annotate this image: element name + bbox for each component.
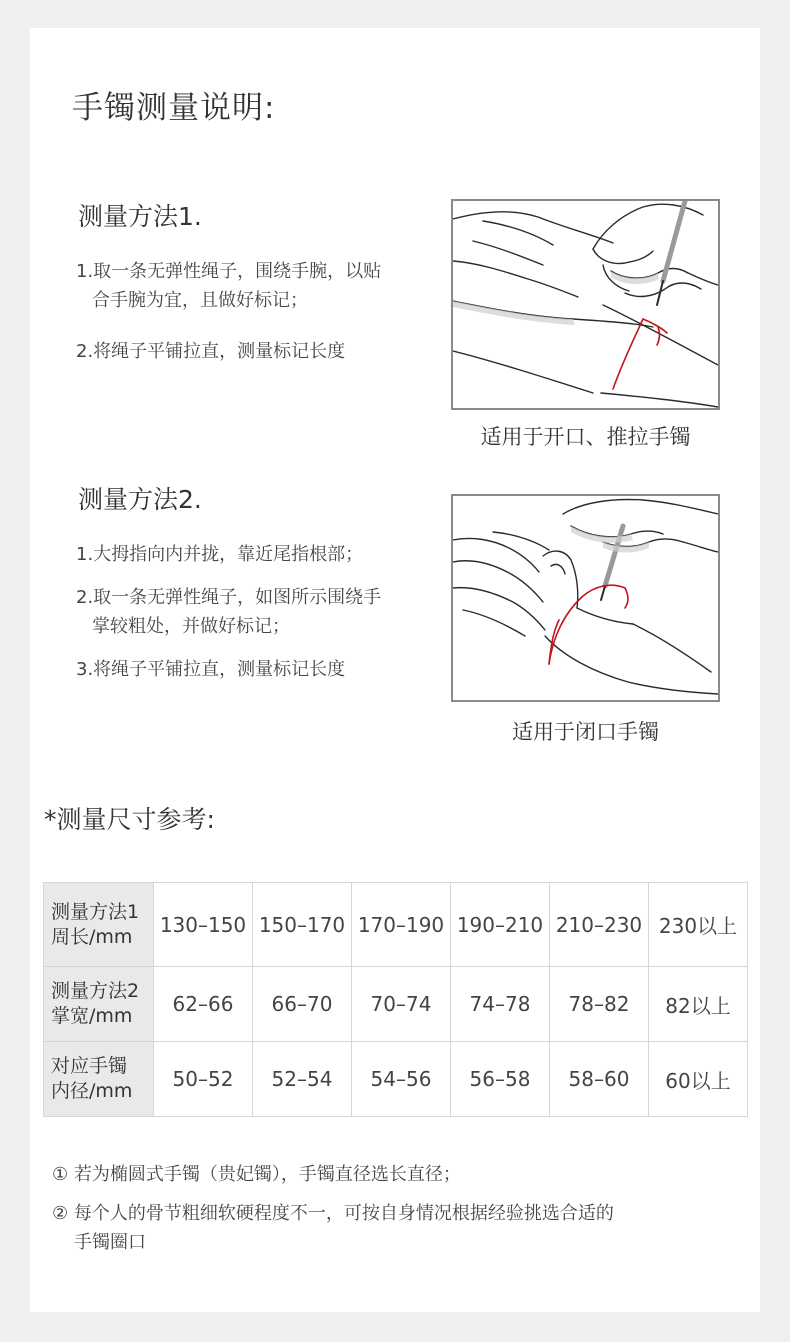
palm-hand-drawing — [453, 496, 718, 700]
table-cell: 130–150 — [154, 883, 253, 967]
table-row — [44, 1042, 748, 1117]
row-header: 测量方法1 周长/mm — [44, 883, 154, 967]
method1-step-1: 1.取一条无弹性绳子，围绕手腕，以贴 — [76, 261, 382, 282]
method2-heading: 测量方法2. — [78, 485, 202, 514]
table-cell: 210–230 — [550, 883, 649, 967]
table-cell: 56–58 — [451, 1042, 550, 1117]
notes — [52, 1160, 742, 1257]
method2-step-1: 1.大拇指向内并拢，靠近尾指根部； — [76, 544, 364, 565]
method1-heading: 测量方法1. — [78, 202, 202, 231]
table-row — [44, 967, 748, 1042]
method1-caption: 适用于开口、推拉手镯 — [480, 425, 691, 449]
wrist-measure-illustration — [451, 199, 720, 410]
method2-steps — [76, 540, 441, 684]
row-header: 对应手镯 内径/mm — [44, 1042, 154, 1117]
method1-step-1-cont: 合手腕为宜，且做好标记； — [92, 290, 308, 311]
reference-heading: *测量尺寸参考: — [44, 805, 215, 834]
table-cell: 60以上 — [649, 1042, 748, 1117]
method1-step-2: 2.将绳子平铺拉直，测量标记长度 — [76, 341, 346, 362]
note-2: ② 每个人的骨节粗细软硬程度不一，可按自身情况根据经验挑选合适的 — [52, 1203, 614, 1224]
page-title: 手镯测量说明: — [72, 90, 276, 126]
size-reference-table — [43, 882, 748, 1117]
note-1: ① 若为椭圆式手镯（贵妃镯），手镯直径选长直径； — [52, 1164, 461, 1185]
row-header: 测量方法2 掌宽/mm — [44, 967, 154, 1042]
table-row — [44, 883, 748, 967]
method2-caption: 适用于闭口手镯 — [512, 720, 659, 744]
table-cell: 82以上 — [649, 967, 748, 1042]
table-cell: 70–74 — [352, 967, 451, 1042]
method1-steps — [76, 257, 436, 366]
table-cell: 58–60 — [550, 1042, 649, 1117]
note-2-cont: 手镯圈口 — [74, 1232, 146, 1253]
table-cell: 170–190 — [352, 883, 451, 967]
method2-step-3: 3.将绳子平铺拉直，测量标记长度 — [76, 659, 346, 680]
table-cell: 50–52 — [154, 1042, 253, 1117]
table-cell: 52–54 — [253, 1042, 352, 1117]
table-cell: 150–170 — [253, 883, 352, 967]
table-cell: 62–66 — [154, 967, 253, 1042]
wrist-hand-drawing — [453, 201, 718, 408]
table-cell: 190–210 — [451, 883, 550, 967]
table-cell: 78–82 — [550, 967, 649, 1042]
table-cell: 74–78 — [451, 967, 550, 1042]
method2-step-2: 2.取一条无弹性绳子，如图所示围绕手 — [76, 587, 382, 608]
table-cell: 230以上 — [649, 883, 748, 967]
method2-step-2-cont: 掌较粗处，并做好标记； — [92, 616, 290, 637]
table-cell: 66–70 — [253, 967, 352, 1042]
palm-measure-illustration — [451, 494, 720, 702]
table-cell: 54–56 — [352, 1042, 451, 1117]
